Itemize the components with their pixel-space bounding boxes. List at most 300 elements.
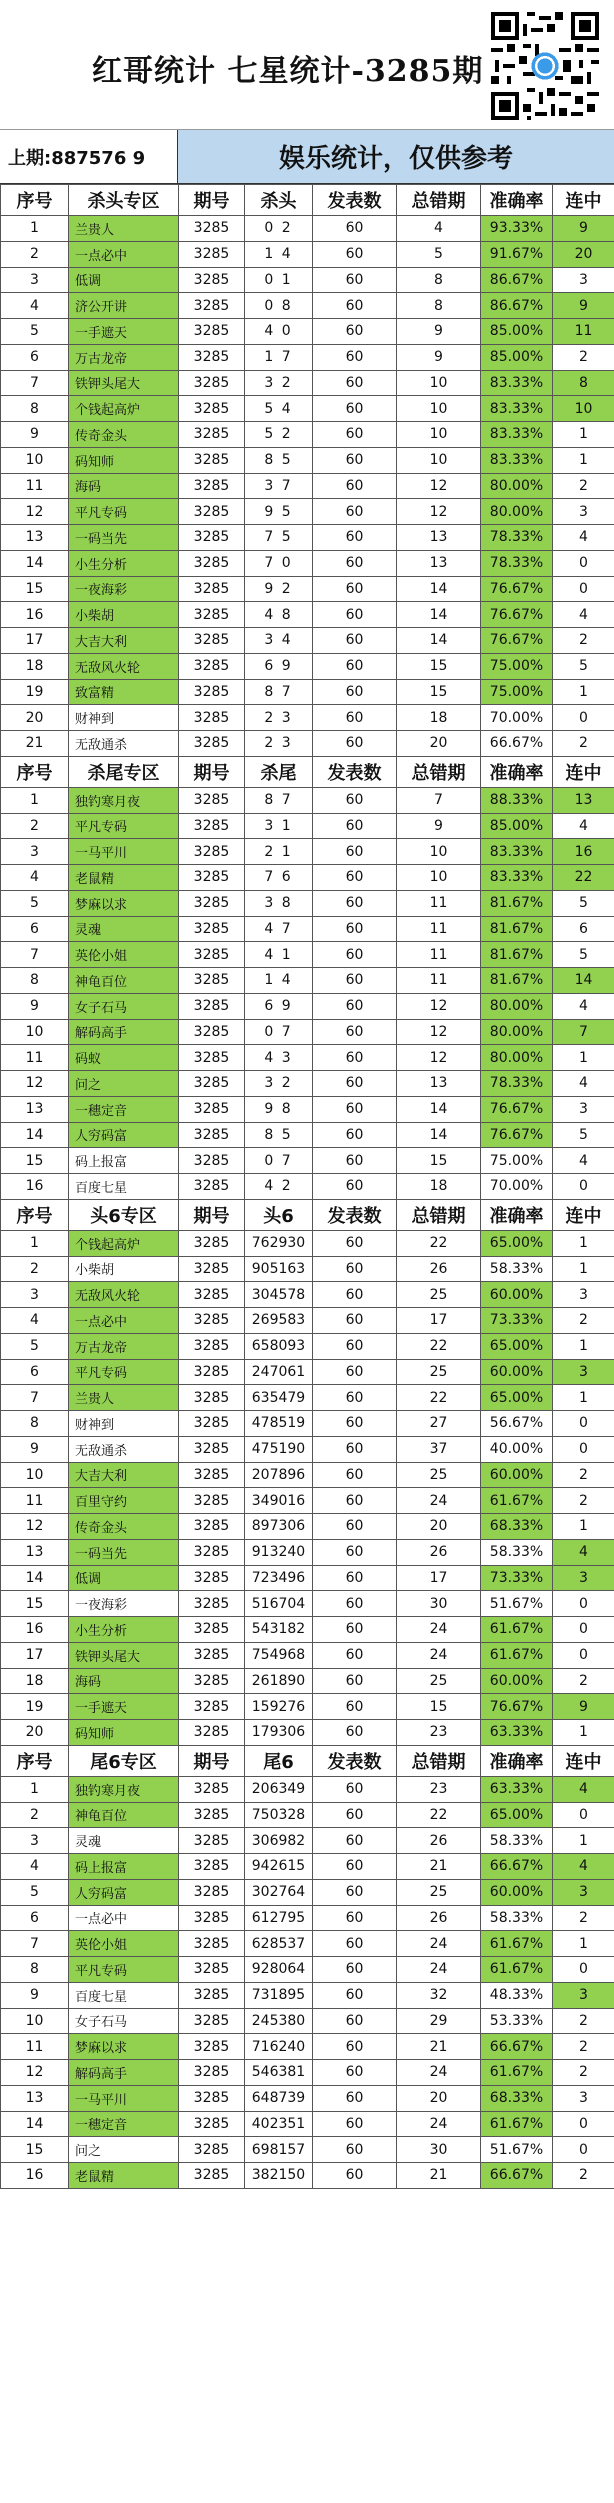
- cell-expert-name: 财神到: [69, 705, 179, 731]
- cell-post-count: 60: [313, 1256, 397, 1282]
- cell-row-index: 14: [1, 1122, 69, 1148]
- cell-prediction: 206349: [245, 1776, 313, 1802]
- cell-miss-count: 18: [397, 705, 481, 731]
- cell-win-streak: 4: [553, 1148, 614, 1174]
- cell-issue-number: 3285: [179, 602, 245, 628]
- cell-miss-count: 24: [397, 1931, 481, 1957]
- cell-accuracy-rate: 80.00%: [481, 1045, 553, 1071]
- cell-win-streak: 1: [553, 1385, 614, 1411]
- table-row: [1, 2163, 614, 2189]
- cell-prediction: 304578: [245, 1282, 313, 1308]
- cell-expert-name: 女子石马: [69, 993, 179, 1019]
- table-row: [1, 1256, 614, 1282]
- cell-post-count: 60: [313, 653, 397, 679]
- cell-post-count: 60: [313, 1776, 397, 1802]
- cell-accuracy-rate: 78.33%: [481, 525, 553, 551]
- cell-row-index: 5: [1, 319, 69, 345]
- cell-expert-name: 神龟百位: [69, 1802, 179, 1828]
- cell-post-count: 60: [313, 1411, 397, 1437]
- cell-miss-count: 18: [397, 1174, 481, 1200]
- table-row: [1, 1776, 614, 1802]
- cell-expert-name: 一手遮天: [69, 319, 179, 345]
- cell-miss-count: 12: [397, 473, 481, 499]
- cell-accuracy-rate: 68.33%: [481, 1514, 553, 1540]
- cell-row-index: 16: [1, 1174, 69, 1200]
- cell-accuracy-rate: 75.00%: [481, 653, 553, 679]
- cell-post-count: 60: [313, 890, 397, 916]
- cell-miss-count: 12: [397, 1019, 481, 1045]
- cell-accuracy-rate: 63.33%: [481, 1720, 553, 1746]
- cell-row-index: 11: [1, 2034, 69, 2060]
- cell-prediction: 247061: [245, 1359, 313, 1385]
- table-row: [1, 1385, 614, 1411]
- cell-accuracy-rate: 85.00%: [481, 813, 553, 839]
- cell-issue-number: 3285: [179, 942, 245, 968]
- column-header-miss-count: 总错期: [397, 1199, 481, 1230]
- table-row: [1, 1436, 614, 1462]
- cell-row-index: 12: [1, 1514, 69, 1540]
- cell-win-streak: 3: [553, 1565, 614, 1591]
- table-row: [1, 267, 614, 293]
- cell-expert-name: 万古龙帝: [69, 344, 179, 370]
- cell-win-streak: 0: [553, 1411, 614, 1437]
- cell-accuracy-rate: 76.67%: [481, 1096, 553, 1122]
- cell-expert-name: 万古龙帝: [69, 1333, 179, 1359]
- cell-win-streak: 2: [553, 2034, 614, 2060]
- cell-accuracy-rate: 61.67%: [481, 1488, 553, 1514]
- cell-accuracy-rate: 65.00%: [481, 1802, 553, 1828]
- cell-row-index: 16: [1, 2163, 69, 2189]
- cell-post-count: 60: [313, 1720, 397, 1746]
- table-row: [1, 1828, 614, 1854]
- cell-miss-count: 37: [397, 1436, 481, 1462]
- cell-win-streak: 8: [553, 370, 614, 396]
- cell-row-index: 19: [1, 1694, 69, 1720]
- cell-accuracy-rate: 65.00%: [481, 1333, 553, 1359]
- cell-win-streak: 22: [553, 865, 614, 891]
- cell-win-streak: 3: [553, 1359, 614, 1385]
- cell-expert-name: 无敌通杀: [69, 731, 179, 757]
- cell-issue-number: 3285: [179, 1436, 245, 1462]
- cell-row-index: 11: [1, 1488, 69, 1514]
- cell-prediction: 9 5: [245, 499, 313, 525]
- cell-win-streak: 4: [553, 993, 614, 1019]
- cell-miss-count: 10: [397, 839, 481, 865]
- table-row: [1, 705, 614, 731]
- cell-miss-count: 20: [397, 731, 481, 757]
- cell-post-count: 60: [313, 2034, 397, 2060]
- cell-win-streak: 3: [553, 1879, 614, 1905]
- column-header-row-index: 序号: [1, 1199, 69, 1230]
- cell-accuracy-rate: 58.33%: [481, 1828, 553, 1854]
- cell-row-index: 6: [1, 916, 69, 942]
- cell-prediction: 159276: [245, 1694, 313, 1720]
- cell-post-count: 60: [313, 1122, 397, 1148]
- cell-expert-name: 一点必中: [69, 1308, 179, 1334]
- cell-expert-name: 个钱起高炉: [69, 396, 179, 422]
- cell-miss-count: 23: [397, 1776, 481, 1802]
- cell-expert-name: 人穷码富: [69, 1879, 179, 1905]
- cell-issue-number: 3285: [179, 293, 245, 319]
- cell-accuracy-rate: 83.33%: [481, 865, 553, 891]
- cell-post-count: 60: [313, 370, 397, 396]
- cell-row-index: 10: [1, 1462, 69, 1488]
- cell-win-streak: 2: [553, 628, 614, 654]
- cell-post-count: 60: [313, 473, 397, 499]
- column-header-prediction: 尾6: [245, 1745, 313, 1776]
- cell-issue-number: 3285: [179, 1617, 245, 1643]
- cell-miss-count: 26: [397, 1905, 481, 1931]
- cell-miss-count: 11: [397, 916, 481, 942]
- cell-expert-name: 一夜海彩: [69, 576, 179, 602]
- cell-prediction: 2 3: [245, 705, 313, 731]
- cell-post-count: 60: [313, 216, 397, 242]
- cell-row-index: 12: [1, 1071, 69, 1097]
- cell-miss-count: 22: [397, 1333, 481, 1359]
- table-row: [1, 1694, 614, 1720]
- cell-accuracy-rate: 83.33%: [481, 370, 553, 396]
- cell-expert-name: 码知师: [69, 1720, 179, 1746]
- cell-accuracy-rate: 68.33%: [481, 2085, 553, 2111]
- cell-issue-number: 3285: [179, 370, 245, 396]
- cell-accuracy-rate: 58.33%: [481, 1905, 553, 1931]
- cell-accuracy-rate: 58.33%: [481, 1539, 553, 1565]
- cell-accuracy-rate: 61.67%: [481, 1931, 553, 1957]
- cell-accuracy-rate: 40.00%: [481, 1436, 553, 1462]
- cell-issue-number: 3285: [179, 916, 245, 942]
- cell-issue-number: 3285: [179, 1333, 245, 1359]
- cell-miss-count: 15: [397, 653, 481, 679]
- cell-post-count: 60: [313, 1148, 397, 1174]
- cell-expert-name: 平凡专码: [69, 1359, 179, 1385]
- cell-expert-name: 传奇金头: [69, 422, 179, 448]
- cell-win-streak: 3: [553, 267, 614, 293]
- cell-accuracy-rate: 81.67%: [481, 916, 553, 942]
- table-row: [1, 2060, 614, 2086]
- column-header-accuracy-rate: 准确率: [481, 185, 553, 216]
- column-header-win-streak: 连中: [553, 185, 614, 216]
- cell-issue-number: 3285: [179, 1514, 245, 1540]
- cell-accuracy-rate: 76.67%: [481, 576, 553, 602]
- cell-prediction: 5 2: [245, 422, 313, 448]
- column-header-accuracy-rate: 准确率: [481, 756, 553, 787]
- cell-expert-name: 大吉大利: [69, 628, 179, 654]
- cell-issue-number: 3285: [179, 731, 245, 757]
- cell-accuracy-rate: 76.67%: [481, 628, 553, 654]
- cell-miss-count: 15: [397, 1694, 481, 1720]
- last-issue: 上期:887576 9: [0, 130, 178, 183]
- cell-miss-count: 24: [397, 1957, 481, 1983]
- cell-win-streak: 10: [553, 396, 614, 422]
- cell-prediction: 8 7: [245, 787, 313, 813]
- table-row: [1, 344, 614, 370]
- cell-accuracy-rate: 56.67%: [481, 1411, 553, 1437]
- cell-win-streak: 2: [553, 2163, 614, 2189]
- cell-accuracy-rate: 81.67%: [481, 942, 553, 968]
- cell-accuracy-rate: 70.00%: [481, 705, 553, 731]
- cell-row-index: 14: [1, 1565, 69, 1591]
- cell-accuracy-rate: 76.67%: [481, 602, 553, 628]
- cell-issue-number: 3285: [179, 1905, 245, 1931]
- cell-win-streak: 1: [553, 1931, 614, 1957]
- table-row: [1, 1982, 614, 2008]
- cell-expert-name: 老鼠精: [69, 2163, 179, 2189]
- cell-prediction: 6 9: [245, 653, 313, 679]
- cell-prediction: 306982: [245, 1828, 313, 1854]
- table-row: [1, 1174, 614, 1200]
- table-row: [1, 2034, 614, 2060]
- cell-post-count: 60: [313, 319, 397, 345]
- cell-prediction: 6 9: [245, 993, 313, 1019]
- cell-row-index: 2: [1, 813, 69, 839]
- cell-prediction: 4 7: [245, 916, 313, 942]
- table-row: [1, 319, 614, 345]
- cell-row-index: 9: [1, 1436, 69, 1462]
- cell-accuracy-rate: 78.33%: [481, 1071, 553, 1097]
- cell-accuracy-rate: 86.67%: [481, 267, 553, 293]
- cell-row-index: 14: [1, 2111, 69, 2137]
- table-row: [1, 942, 614, 968]
- cell-miss-count: 30: [397, 2137, 481, 2163]
- table-row: [1, 968, 614, 994]
- column-header-issue-number: 期号: [179, 1199, 245, 1230]
- table-row: [1, 890, 614, 916]
- cell-post-count: 60: [313, 1982, 397, 2008]
- cell-miss-count: 5: [397, 241, 481, 267]
- table-row: [1, 2008, 614, 2034]
- cell-prediction: 0 7: [245, 1019, 313, 1045]
- cell-miss-count: 23: [397, 1720, 481, 1746]
- cell-expert-name: 灵魂: [69, 916, 179, 942]
- table-row: [1, 731, 614, 757]
- table-row: [1, 787, 614, 813]
- cell-expert-name: 无敌通杀: [69, 1436, 179, 1462]
- cell-post-count: 60: [313, 942, 397, 968]
- cell-issue-number: 3285: [179, 1019, 245, 1045]
- cell-miss-count: 20: [397, 2085, 481, 2111]
- cell-post-count: 60: [313, 968, 397, 994]
- cell-expert-name: 英伦小姐: [69, 942, 179, 968]
- cell-miss-count: 24: [397, 1642, 481, 1668]
- cell-prediction: 4 0: [245, 319, 313, 345]
- cell-row-index: 16: [1, 1617, 69, 1643]
- qr-code-icon: [486, 8, 604, 124]
- cell-accuracy-rate: 51.67%: [481, 2137, 553, 2163]
- cell-issue-number: 3285: [179, 813, 245, 839]
- cell-row-index: 7: [1, 1385, 69, 1411]
- cell-win-streak: 9: [553, 293, 614, 319]
- cell-miss-count: 10: [397, 370, 481, 396]
- cell-issue-number: 3285: [179, 1642, 245, 1668]
- cell-prediction: 179306: [245, 1720, 313, 1746]
- cell-accuracy-rate: 70.00%: [481, 1174, 553, 1200]
- cell-row-index: 1: [1, 787, 69, 813]
- cell-accuracy-rate: 83.33%: [481, 447, 553, 473]
- cell-miss-count: 13: [397, 550, 481, 576]
- cell-issue-number: 3285: [179, 1828, 245, 1854]
- table-row: [1, 1411, 614, 1437]
- cell-accuracy-rate: 51.67%: [481, 1591, 553, 1617]
- cell-accuracy-rate: 61.67%: [481, 1617, 553, 1643]
- table-row: [1, 1359, 614, 1385]
- cell-post-count: 60: [313, 1668, 397, 1694]
- cell-issue-number: 3285: [179, 890, 245, 916]
- cell-miss-count: 25: [397, 1462, 481, 1488]
- cell-miss-count: 27: [397, 1411, 481, 1437]
- cell-prediction: 913240: [245, 1539, 313, 1565]
- cell-issue-number: 3285: [179, 2137, 245, 2163]
- cell-accuracy-rate: 66.67%: [481, 731, 553, 757]
- cell-expert-name: 女子石马: [69, 2008, 179, 2034]
- cell-miss-count: 22: [397, 1385, 481, 1411]
- cell-accuracy-rate: 66.67%: [481, 2163, 553, 2189]
- cell-row-index: 1: [1, 216, 69, 242]
- cell-accuracy-rate: 66.67%: [481, 2034, 553, 2060]
- cell-row-index: 13: [1, 2085, 69, 2111]
- cell-win-streak: 0: [553, 550, 614, 576]
- cell-prediction: 245380: [245, 2008, 313, 2034]
- cell-row-index: 18: [1, 1668, 69, 1694]
- cell-miss-count: 14: [397, 576, 481, 602]
- cell-win-streak: 1: [553, 1230, 614, 1256]
- cell-issue-number: 3285: [179, 576, 245, 602]
- stats-table: [0, 184, 614, 2189]
- column-header-expert-name: 杀尾专区: [69, 756, 179, 787]
- cell-miss-count: 21: [397, 2034, 481, 2060]
- cell-accuracy-rate: 91.67%: [481, 241, 553, 267]
- cell-miss-count: 26: [397, 1256, 481, 1282]
- cell-post-count: 60: [313, 499, 397, 525]
- table-row: [1, 473, 614, 499]
- cell-prediction: 0 8: [245, 293, 313, 319]
- table-row: [1, 1462, 614, 1488]
- cell-row-index: 11: [1, 473, 69, 499]
- cell-prediction: 269583: [245, 1308, 313, 1334]
- cell-post-count: 60: [313, 1617, 397, 1643]
- cell-accuracy-rate: 83.33%: [481, 839, 553, 865]
- cell-post-count: 60: [313, 2085, 397, 2111]
- table-row: [1, 1019, 614, 1045]
- cell-row-index: 13: [1, 1096, 69, 1122]
- table-row: [1, 1617, 614, 1643]
- cell-issue-number: 3285: [179, 267, 245, 293]
- cell-issue-number: 3285: [179, 344, 245, 370]
- table-row: [1, 447, 614, 473]
- cell-post-count: 60: [313, 1591, 397, 1617]
- cell-prediction: 1 4: [245, 968, 313, 994]
- cell-expert-name: 一码当先: [69, 1539, 179, 1565]
- cell-issue-number: 3285: [179, 499, 245, 525]
- cell-prediction: 750328: [245, 1802, 313, 1828]
- cell-prediction: 658093: [245, 1333, 313, 1359]
- cell-post-count: 60: [313, 1230, 397, 1256]
- cell-row-index: 8: [1, 396, 69, 422]
- cell-post-count: 60: [313, 1539, 397, 1565]
- cell-post-count: 60: [313, 396, 397, 422]
- cell-expert-name: 平凡专码: [69, 813, 179, 839]
- cell-expert-name: 个钱起高炉: [69, 1230, 179, 1256]
- cell-row-index: 14: [1, 550, 69, 576]
- cell-prediction: 475190: [245, 1436, 313, 1462]
- cell-row-index: 6: [1, 1359, 69, 1385]
- cell-win-streak: 13: [553, 787, 614, 813]
- cell-issue-number: 3285: [179, 1931, 245, 1957]
- cell-prediction: 731895: [245, 1982, 313, 2008]
- cell-issue-number: 3285: [179, 1776, 245, 1802]
- cell-prediction: 516704: [245, 1591, 313, 1617]
- cell-expert-name: 无敌风火轮: [69, 653, 179, 679]
- cell-miss-count: 12: [397, 993, 481, 1019]
- cell-prediction: 3 4: [245, 628, 313, 654]
- cell-miss-count: 9: [397, 344, 481, 370]
- cell-row-index: 5: [1, 890, 69, 916]
- column-header-expert-name: 杀头专区: [69, 185, 179, 216]
- section-header-row: [1, 1199, 614, 1230]
- table-row: [1, 216, 614, 242]
- cell-post-count: 60: [313, 628, 397, 654]
- cell-post-count: 60: [313, 1282, 397, 1308]
- cell-accuracy-rate: 76.67%: [481, 1694, 553, 1720]
- table-row: [1, 1333, 614, 1359]
- cell-expert-name: 一穗定音: [69, 1096, 179, 1122]
- table-row: [1, 653, 614, 679]
- table-row: [1, 916, 614, 942]
- cell-win-streak: 4: [553, 813, 614, 839]
- cell-post-count: 60: [313, 731, 397, 757]
- cell-post-count: 60: [313, 293, 397, 319]
- cell-prediction: 628537: [245, 1931, 313, 1957]
- cell-accuracy-rate: 65.00%: [481, 1230, 553, 1256]
- cell-row-index: 9: [1, 422, 69, 448]
- cell-issue-number: 3285: [179, 422, 245, 448]
- cell-win-streak: 5: [553, 942, 614, 968]
- cell-post-count: 60: [313, 447, 397, 473]
- cell-post-count: 60: [313, 2008, 397, 2034]
- cell-expert-name: 解码高手: [69, 2060, 179, 2086]
- cell-row-index: 21: [1, 731, 69, 757]
- table-row: [1, 2137, 614, 2163]
- cell-expert-name: 财神到: [69, 1411, 179, 1437]
- cell-win-streak: 4: [553, 1854, 614, 1880]
- cell-row-index: 3: [1, 267, 69, 293]
- cell-post-count: 60: [313, 1905, 397, 1931]
- cell-win-streak: 5: [553, 653, 614, 679]
- cell-issue-number: 3285: [179, 1957, 245, 1983]
- cell-win-streak: 3: [553, 1096, 614, 1122]
- cell-row-index: 10: [1, 2008, 69, 2034]
- cell-win-streak: 0: [553, 1591, 614, 1617]
- cell-issue-number: 3285: [179, 1591, 245, 1617]
- table-row: [1, 1122, 614, 1148]
- cell-row-index: 11: [1, 1045, 69, 1071]
- cell-expert-name: 一点必中: [69, 1905, 179, 1931]
- cell-row-index: 15: [1, 1148, 69, 1174]
- table-row: [1, 993, 614, 1019]
- table-row: [1, 628, 614, 654]
- cell-win-streak: 2: [553, 1668, 614, 1694]
- cell-prediction: 0 1: [245, 267, 313, 293]
- cell-miss-count: 10: [397, 396, 481, 422]
- cell-miss-count: 14: [397, 1122, 481, 1148]
- cell-row-index: 5: [1, 1879, 69, 1905]
- cell-miss-count: 13: [397, 1071, 481, 1097]
- cell-win-streak: 2: [553, 473, 614, 499]
- table-row: [1, 1591, 614, 1617]
- cell-prediction: 3 1: [245, 813, 313, 839]
- cell-miss-count: 10: [397, 865, 481, 891]
- cell-accuracy-rate: 80.00%: [481, 473, 553, 499]
- cell-prediction: 8 7: [245, 679, 313, 705]
